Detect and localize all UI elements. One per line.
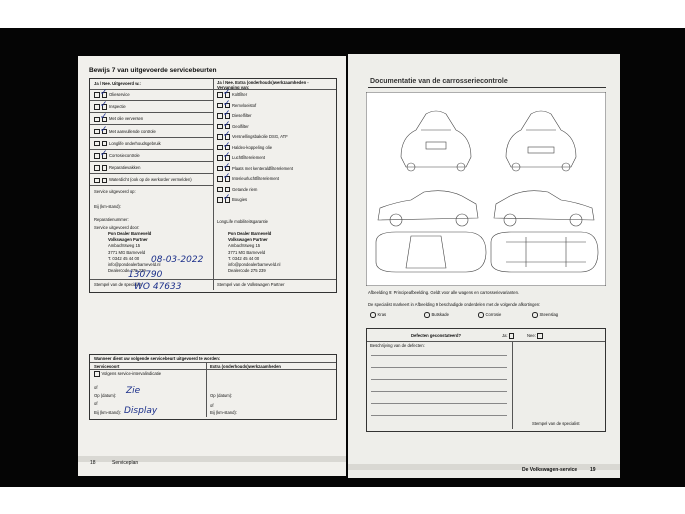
- damage-option-3[interactable]: Steenslag: [532, 312, 558, 318]
- radio-icon[interactable]: [478, 312, 484, 318]
- defects-no-checkbox[interactable]: [537, 333, 543, 339]
- car-diagram: [366, 92, 606, 286]
- left-footer-label: Serviceplan: [112, 460, 139, 466]
- next-col1-header: Servicesoort: [94, 364, 120, 369]
- next-date-label: Op (datum):: [94, 393, 117, 398]
- next-interval-option: Volgens service-intervalindicatie: [94, 371, 161, 377]
- service-checkbox[interactable]: [94, 178, 100, 184]
- service-item-0: Olieservice: [94, 92, 130, 98]
- radio-icon[interactable]: [424, 312, 430, 318]
- next-km-value: Display: [124, 406, 158, 416]
- handwritten-check-icon: ✓: [100, 88, 108, 98]
- defects-box: [366, 328, 606, 432]
- handwritten-check-icon: ✓: [100, 124, 108, 135]
- extra-checkbox[interactable]: [217, 134, 223, 140]
- next-service-title: Wanneer dient uw volgende servicebeurt uitgevoerd te worden:: [94, 356, 221, 361]
- dealer-stamp-line: info@pondealerbarneveld.nl: [108, 262, 161, 267]
- defects-description-label: Beschrijving van de defecten:: [370, 343, 425, 348]
- extra-item-7: Plaats met kenteraldfilterelement: [217, 166, 293, 172]
- col2-header: Ja / Nee. Extra (onderhouds)werkzaamheden - Vervanging van:: [217, 80, 309, 90]
- handwritten-check-icon: ✓: [100, 149, 108, 159]
- extra-checkbox[interactable]: [217, 197, 223, 203]
- extra-checkbox-no[interactable]: [225, 187, 231, 193]
- partner-stamp-line: Volkswagen Partner: [228, 237, 268, 243]
- next-date-value: Zie: [126, 386, 141, 396]
- right-page: [348, 54, 620, 478]
- description-line: [371, 415, 507, 416]
- extra-item-0: Koltfilter: [217, 92, 247, 98]
- service-item-5: Corrosiecontrole: [94, 153, 140, 159]
- extra-checkbox[interactable]: [217, 176, 223, 182]
- service-checkbox-no[interactable]: [102, 178, 108, 184]
- handwritten-check-icon: ✓: [223, 98, 231, 109]
- extra-checkbox[interactable]: [217, 103, 223, 109]
- defects-no: Nee:: [527, 333, 545, 339]
- extra-item-2: Dieselfilter: [217, 113, 252, 119]
- damage-option-2[interactable]: Corrosie: [478, 312, 501, 318]
- service-field-label-1: Bij (km-stand):: [94, 204, 121, 209]
- handwritten-check-icon: ✓: [223, 151, 231, 161]
- extra-item-10: Bougies: [217, 197, 247, 203]
- left-page-title: Bewijs 7 van uitgevoerde servicebeurten: [89, 67, 217, 74]
- service-item-7: Waterdicht (ook op de werkorder vermelden): [94, 177, 192, 183]
- extra-checkbox[interactable]: [217, 166, 223, 172]
- service-item-1: Inspectie: [94, 104, 126, 110]
- next-of-1: of: [94, 385, 98, 390]
- description-line: [371, 379, 507, 380]
- partner-stamp-line: Dealercode 275 239: [228, 268, 266, 274]
- extra-checkbox[interactable]: [217, 92, 223, 98]
- service-date-value: 08-03-2022: [151, 255, 204, 265]
- service-checkbox[interactable]: [94, 92, 100, 98]
- description-line: [371, 355, 507, 356]
- partner-stamp-line: T. 0342 45 44 00: [228, 255, 260, 261]
- right-footer-label: De Volkswagen-service: [522, 467, 578, 473]
- extra-item-4: Versnellingsbakolie DSG, ATF: [217, 134, 288, 140]
- extra-checkbox[interactable]: [217, 187, 223, 193]
- service-checkbox[interactable]: [94, 104, 100, 110]
- extra-checkbox[interactable]: [217, 155, 223, 161]
- dealer-stamp-line: T. 0342 45 44 00: [108, 255, 140, 261]
- extra-checkbox[interactable]: [217, 113, 223, 119]
- next-km-label: Bij (km-stand):: [94, 410, 121, 415]
- left-footer-page: 18: [90, 460, 96, 466]
- extra-checkbox[interactable]: [217, 145, 223, 151]
- next-date-label-2: Op (datum):: [210, 393, 233, 398]
- interval-checkbox[interactable]: [94, 371, 100, 377]
- next-km-label-2: Bij (km-stand):: [210, 410, 237, 415]
- handwritten-check-icon: ✓: [223, 119, 231, 130]
- handwritten-check-icon: ✓: [223, 88, 231, 98]
- service-checkbox-no[interactable]: [102, 165, 108, 171]
- service-item-6: Reparatievakken: [94, 165, 140, 171]
- extra-item-9: Getande riem: [217, 187, 257, 193]
- extra-item-8: Interieurluchtfilterelement: [217, 176, 279, 182]
- next-of-3: of: [210, 403, 214, 408]
- marking-question: De specialist markeert in Afbeelding 9 beschadigde onderdelen met de volgende afkortingen:: [368, 302, 541, 307]
- diagram-caption: Afbeelding 9: Principeafbeelding. Geldt voor alle wagens en carrosserievarianten.: [368, 290, 520, 295]
- handwritten-check-icon: ✓: [223, 193, 231, 203]
- next-of-2: of: [94, 401, 98, 406]
- radio-icon[interactable]: [370, 312, 376, 318]
- damage-option-1[interactable]: Butskade: [424, 312, 449, 318]
- defects-yes: Ja:: [502, 333, 516, 339]
- defects-label: Defecten geconstateerd?: [411, 333, 462, 338]
- right-footer-page: 19: [590, 467, 596, 473]
- service-checkbox-no[interactable]: [102, 141, 108, 147]
- dealer-stamp-line: Dealercode 275 239: [108, 268, 146, 274]
- service-field-label-0: Service uitgevoerd op:: [94, 189, 136, 194]
- order-value: WO 47633: [134, 282, 182, 292]
- col1-header: Ja / Nee. Uitgevoerd w.:: [94, 81, 141, 86]
- handwritten-check-icon: ✓: [100, 100, 108, 111]
- service-field-label-2: Reparatienummer:: [94, 217, 129, 222]
- description-line: [371, 367, 507, 368]
- service-checkbox[interactable]: [94, 153, 100, 159]
- service-field-label-3: Service uitgevoerd door:: [94, 225, 140, 230]
- service-item-4: Longlife onderhoudsgebruik: [94, 141, 161, 147]
- right-stamp-label: Stempel van de specialist: [532, 421, 580, 426]
- extra-checkbox[interactable]: [217, 124, 223, 130]
- handwritten-check-icon: ✓: [223, 140, 231, 151]
- radio-icon[interactable]: [532, 312, 538, 318]
- description-line: [371, 391, 507, 392]
- handwritten-check-icon: ✓: [223, 109, 231, 119]
- service-item-2: Met olie verversen: [94, 116, 143, 122]
- photo-background: [0, 28, 685, 487]
- left-page: [78, 56, 346, 476]
- partner-stamp-line: info@pondealerbarneveld.nl: [228, 262, 281, 267]
- partner-stamp-line: Ambachtsweg 15: [228, 243, 261, 249]
- dealer-stamp-line: Ambachtsweg 15: [108, 243, 141, 249]
- damage-option-0[interactable]: Kras: [370, 312, 386, 318]
- extra-item-3: Geolfilter: [217, 124, 249, 130]
- stamp-label-partner: Stempel van de Volkswagen Partner: [217, 282, 285, 287]
- service-checkbox[interactable]: [94, 129, 100, 135]
- dealer-stamp-line: Volkswagen Partner: [108, 237, 148, 243]
- extra-item-5: Haldex-koppeling olie: [217, 145, 272, 151]
- extra-item-1: Remvloeistof: [217, 103, 256, 109]
- dealer-stamp-line: Pon Dealer Barneveld: [108, 231, 152, 236]
- longlife-label: LongLife mobiliteitsgarantie: [217, 219, 268, 224]
- service-table: [89, 78, 337, 293]
- stamp-label: Stempel van de specialist: [94, 282, 142, 287]
- partner-stamp-line: Pon Dealer Barneveld: [228, 231, 272, 236]
- dealer-stamp-line: 3771 MG Barneveld: [108, 249, 146, 255]
- extra-item-6: Luchtfilterelement: [217, 155, 265, 161]
- service-checkbox[interactable]: [94, 117, 100, 123]
- service-checkbox[interactable]: [94, 165, 100, 171]
- service-item-3: Met aanvullende controle: [94, 129, 156, 135]
- handwritten-check-icon: ✓: [100, 112, 108, 123]
- defects-yes-checkbox[interactable]: [509, 333, 515, 339]
- partner-stamp-line: 3771 MG Barneveld: [228, 249, 266, 255]
- handwritten-check-icon: ✓: [223, 161, 231, 172]
- right-page-title: Documentatie van de carrosseriecontrole: [370, 78, 508, 85]
- handwritten-check-icon: ✓: [223, 172, 231, 182]
- mileage-value: 130790: [128, 270, 163, 280]
- next-col2-header: Extra (onderhouds)werkzaamheden: [210, 364, 281, 369]
- service-checkbox[interactable]: [94, 141, 100, 147]
- handwritten-check-icon: ✓: [223, 130, 231, 140]
- description-line: [371, 403, 507, 404]
